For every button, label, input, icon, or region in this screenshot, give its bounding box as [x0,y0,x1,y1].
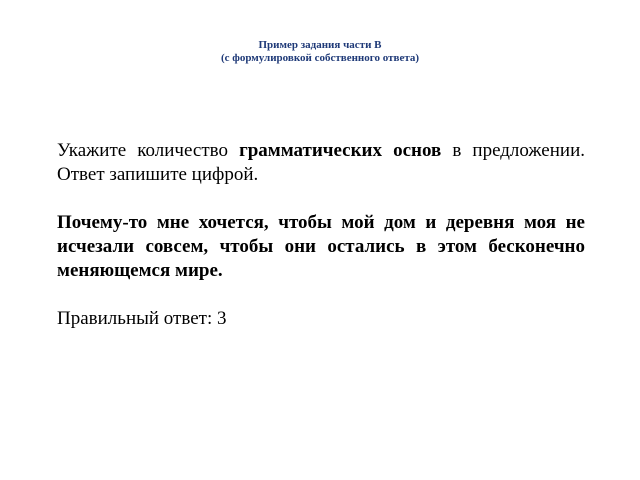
task-text-after: в предложении. Ответ запишите цифрой. [57,140,585,185]
task-bold-term: грамматических основ [239,140,442,161]
task-text-before: Укажите количество [57,140,240,161]
correct-answer: Правильный ответ: 3 [57,308,227,329]
slide-header [0,39,640,65]
header-title: Пример задания части В [258,39,382,51]
example-sentence: Почему-то мне хочется, чтобы мой дом и деревня моя не исчезали совсем, чтобы они остались в этом бесконечно меняющемся мире. [57,212,585,281]
task-instruction [57,139,585,187]
slide-body [57,139,585,331]
header-subtitle: (с формулировкой собственного ответа) [220,52,420,64]
